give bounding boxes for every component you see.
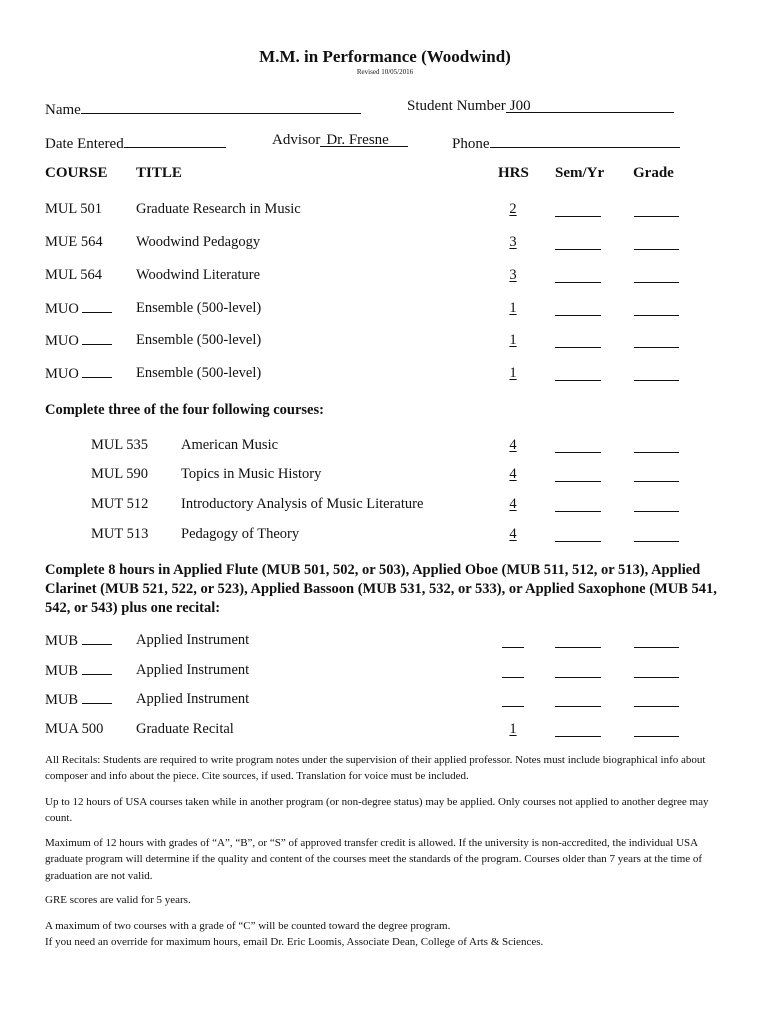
course-hrs: 3 [509, 267, 517, 283]
col-grade: Grade [633, 165, 674, 181]
semyr-blank[interactable] [555, 511, 601, 512]
advisor-input[interactable] [320, 132, 408, 147]
course-number-blank[interactable] [82, 662, 112, 675]
semyr-blank[interactable] [555, 452, 601, 453]
course-code-with-blank [45, 662, 112, 680]
grade-blank[interactable] [634, 249, 679, 250]
revised-date: Revised 10/05/2016 [356, 68, 414, 76]
course-number-blank[interactable] [82, 300, 112, 313]
note-usa-courses: Up to 12 hours of USA courses taken while in another program (or non-degree status) may be applied. Only courses not applied to another degree may count. [45, 796, 709, 825]
course-title: Graduate Recital [136, 721, 234, 737]
course-title: Introductory Analysis of Music Literature [181, 496, 424, 512]
semyr-blank[interactable] [555, 380, 601, 381]
advisor-value: Dr. Fresne [326, 132, 389, 148]
course-code-with-blank [45, 365, 112, 383]
course-title: American Music [181, 437, 279, 453]
col-title: TITLE [136, 165, 182, 181]
note-recitals: All Recitals: Students are required to write program notes under the supervision of their applied professor. Notes must include biographical info about composer and info about the piece. Cite sources, if used. Translation for voice must be included. [45, 754, 706, 783]
note-override: If you need an override for maximum hours, email Dr. Eric Loomis, Associate Dean, College of Arts & Sciences. [45, 936, 544, 948]
note-transfer-credit: Maximum of 12 hours with grades of “A”, “B”, or “S” of approved transfer credit is allowed. If the university is non-accredited, the individual USA graduate program will determine if the quality and content of the courses meet the standards of the program. Courses older than 7 years at the time of graduation are not valid. [45, 837, 703, 882]
course-title: Applied Instrument [136, 662, 250, 678]
course-hrs: 4 [509, 526, 517, 542]
hrs-blank[interactable] [502, 706, 524, 707]
course-hrs: 4 [509, 437, 517, 453]
phone-field [452, 132, 680, 153]
semyr-blank[interactable] [555, 677, 601, 678]
course-code-with-blank [45, 632, 112, 650]
col-course: COURSE [45, 165, 108, 181]
applied-heading: Complete 8 hours in Applied Flute (MUB 501, 502, or 503), Applied Oboe (MUB 511, 512, or 513), Applied Clarinet (MUB 521, 522, or 523), Applied Bassoon (MUB 531, 532, or 533), or Applied Saxophone (MUB 541, 542, or 543) plus one recital: [45, 562, 717, 616]
semyr-blank[interactable] [555, 347, 601, 348]
grade-blank[interactable] [634, 216, 679, 217]
name-input-line[interactable] [81, 98, 361, 114]
col-semyr: Sem/Yr [555, 165, 605, 181]
grade-blank[interactable] [634, 647, 679, 648]
course-title: Graduate Research in Music [136, 201, 301, 217]
course-hrs: 1 [509, 332, 517, 348]
course-hrs: 4 [509, 466, 517, 482]
course-hrs: 1 [509, 300, 517, 316]
note-gre: GRE scores are valid for 5 years. [45, 894, 191, 906]
name-label: Name [45, 102, 81, 118]
semyr-blank[interactable] [555, 481, 601, 482]
grade-blank[interactable] [634, 541, 679, 542]
date-entered-input-line[interactable] [124, 132, 226, 148]
course-title: Pedagogy of Theory [181, 526, 300, 542]
date-entered-field [45, 132, 226, 153]
course-title: Ensemble (500-level) [136, 332, 262, 348]
course-title: Woodwind Literature [136, 267, 261, 283]
course-code: MUO [45, 333, 79, 349]
course-title: Ensemble (500-level) [136, 365, 262, 381]
semyr-blank[interactable] [555, 282, 601, 283]
course-code: MUT 513 [91, 526, 149, 542]
course-title: Applied Instrument [136, 691, 250, 707]
grade-blank[interactable] [634, 481, 679, 482]
student-number-value: J00 [509, 98, 531, 114]
course-code: MUL 590 [91, 466, 149, 482]
semyr-blank[interactable] [555, 541, 601, 542]
course-code: MUE 564 [45, 234, 103, 250]
semyr-blank[interactable] [555, 736, 601, 737]
course-hrs: 2 [509, 201, 517, 217]
course-code: MUT 512 [91, 496, 149, 512]
course-number-blank[interactable] [82, 632, 112, 645]
semyr-blank[interactable] [555, 647, 601, 648]
grade-blank[interactable] [634, 315, 679, 316]
choice-heading: Complete three of the four following courses: [45, 402, 324, 418]
semyr-blank[interactable] [555, 315, 601, 316]
course-code-with-blank [45, 300, 112, 318]
course-hrs: 1 [509, 721, 517, 737]
student-number-label: Student Number [407, 98, 506, 114]
phone-label: Phone [452, 136, 490, 152]
course-hrs: 1 [509, 365, 517, 381]
course-code-with-blank [45, 332, 112, 350]
student-number-field [407, 98, 674, 115]
course-code: MUL 535 [91, 437, 149, 453]
course-hrs: 3 [509, 234, 517, 250]
grade-blank[interactable] [634, 677, 679, 678]
name-field [45, 98, 361, 119]
course-hrs: 4 [509, 496, 517, 512]
course-number-blank[interactable] [82, 332, 112, 345]
hrs-blank[interactable] [502, 647, 524, 648]
student-number-input[interactable] [506, 98, 674, 113]
grade-blank[interactable] [634, 511, 679, 512]
course-code: MUA 500 [45, 721, 104, 737]
course-code: MUB [45, 663, 79, 679]
course-title: Woodwind Pedagogy [136, 234, 261, 250]
grade-blank[interactable] [634, 736, 679, 737]
grade-blank[interactable] [634, 282, 679, 283]
course-code: MUL 564 [45, 267, 103, 283]
note-c-grades: A maximum of two courses with a grade of “C” will be counted toward the degree program. [45, 920, 451, 932]
course-title: Ensemble (500-level) [136, 300, 262, 316]
semyr-blank[interactable] [555, 249, 601, 250]
course-number-blank[interactable] [82, 365, 112, 378]
grade-blank[interactable] [634, 347, 679, 348]
course-title: Topics in Music History [181, 466, 322, 482]
semyr-blank[interactable] [555, 706, 601, 707]
grade-blank[interactable] [634, 452, 679, 453]
course-number-blank[interactable] [82, 691, 112, 704]
semyr-blank[interactable] [555, 216, 601, 217]
advisor-field [272, 132, 408, 149]
grade-blank[interactable] [634, 706, 679, 707]
course-code: MUO [45, 301, 79, 317]
advisor-label: Advisor [272, 132, 321, 148]
course-title: Applied Instrument [136, 632, 250, 648]
grade-blank[interactable] [634, 380, 679, 381]
course-code: MUL 501 [45, 201, 103, 217]
course-code-with-blank [45, 691, 112, 709]
course-code: MUB [45, 633, 79, 649]
phone-input-line[interactable] [490, 132, 680, 148]
date-entered-label: Date Entered [45, 136, 124, 152]
form-title: M.M. in Performance (Woodwind) [259, 47, 511, 66]
course-code: MUB [45, 692, 79, 708]
hrs-blank[interactable] [502, 677, 524, 678]
course-code: MUO [45, 366, 79, 382]
col-hrs: HRS [498, 165, 529, 181]
